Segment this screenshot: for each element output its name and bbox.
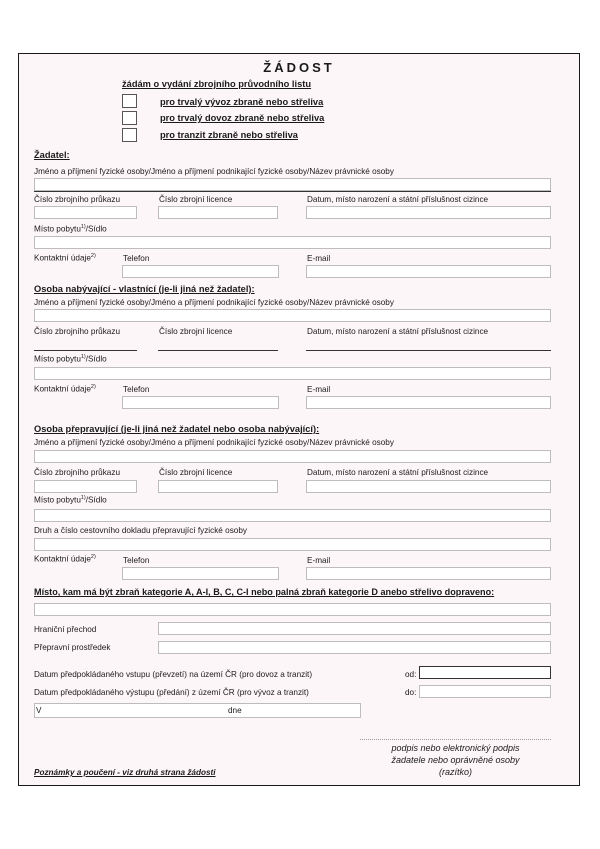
owner-phone-label: Telefon — [123, 385, 150, 394]
owner-gun-card-label: Číslo zbrojního průkazu — [34, 327, 121, 336]
applicant-gun-license-field[interactable] — [158, 206, 278, 219]
applicant-birth-label: Datum, místo narození a státní příslušnost cizince — [307, 195, 489, 204]
exit-date-field[interactable] — [419, 685, 551, 698]
import-option-label: pro trvalý dovoz zbraně nebo střeliva — [160, 113, 325, 123]
place-date-field[interactable] — [34, 703, 361, 718]
transit-option-label: pro tranzit zbraně nebo střeliva — [160, 130, 298, 140]
owner-name-label: Jméno a příjmení fyzické osoby/Jméno a příjmení podnikající fyzické osoby/Název právnické osoby — [34, 298, 394, 307]
carrier-gun-card-label: Číslo zbrojního průkazu — [34, 468, 121, 477]
owner-gun-license-label: Číslo zbrojní licence — [159, 327, 233, 336]
carrier-contact-label: Kontaktní údaje$^{2)}$ — [34, 554, 96, 564]
transit-checkbox[interactable] — [122, 128, 137, 142]
entry-from-label: od: — [405, 670, 417, 679]
applicant-phone-label: Telefon — [123, 254, 150, 263]
signature-line — [360, 739, 551, 740]
date-label: dne — [228, 706, 242, 715]
applicant-residence-label: Místo pobytu$^{1)}$/Sídlo — [34, 224, 107, 234]
carrier-phone-field[interactable] — [122, 567, 279, 580]
applicant-email-field[interactable] — [306, 265, 551, 278]
border-crossing-label: Hraniční přechod — [34, 625, 97, 634]
destination-heading: Místo, kam má být zbraň kategorie A, A-I, B, C, C-I nebo palná zbraň kategorie D anebo střelivo dopraveno: — [34, 587, 495, 597]
place-label: V — [36, 706, 42, 715]
signature-line-3: (razítko) — [438, 767, 472, 777]
owner-email-field[interactable] — [306, 396, 551, 409]
carrier-gun-license-label: Číslo zbrojní licence — [159, 468, 233, 477]
applicant-birth-field[interactable] — [306, 206, 551, 219]
owner-gun-card-field[interactable] — [34, 338, 137, 351]
owner-birth-label: Datum, místo narození a státní příslušnost cizince — [307, 327, 489, 336]
notes-link[interactable]: Poznámky a poučení - viz druhá strana žádosti — [34, 768, 216, 777]
carrier-phone-label: Telefon — [123, 556, 150, 565]
owner-residence-field[interactable] — [34, 367, 551, 380]
carrier-email-label: E-mail — [307, 556, 331, 565]
applicant-name-field[interactable] — [34, 178, 551, 191]
applicant-contact-label: Kontaktní údaje$^{2)}$ — [34, 253, 96, 263]
carrier-name-field[interactable] — [34, 450, 551, 463]
application-form — [18, 53, 580, 786]
vehicle-label: Přepravní prostředek — [34, 643, 111, 652]
carrier-travel-doc-label: Druh a číslo cestovního dokladu přepravující fyzické osoby — [34, 526, 247, 535]
owner-name-field[interactable] — [34, 309, 551, 322]
applicant-gun-license-label: Číslo zbrojní licence — [159, 195, 233, 204]
signature-line-2: žadatele nebo oprávněné osoby — [391, 755, 520, 765]
carrier-gun-card-field[interactable] — [34, 480, 137, 493]
carrier-residence-label: Místo pobytu$^{1)}$/Sídlo — [34, 495, 107, 505]
carrier-gun-license-field[interactable] — [158, 480, 278, 493]
owner-gun-license-field[interactable] — [158, 338, 278, 351]
exit-to-label: do: — [405, 688, 417, 697]
export-option-label: pro trvalý vývoz zbraně nebo střeliva — [160, 97, 324, 107]
carrier-email-field[interactable] — [306, 567, 551, 580]
entry-date-label: Datum předpokládaného vstupu (převzetí) na území ČR (pro dovoz a tranzit) — [34, 670, 313, 679]
applicant-name-label: Jméno a příjmení fyzické osoby/Jméno a příjmení podnikající fyzické osoby/Název právnické osoby — [34, 167, 394, 176]
carrier-birth-field[interactable] — [306, 480, 551, 493]
applicant-phone-field[interactable] — [122, 265, 279, 278]
owner-contact-label: Kontaktní údaje$^{2)}$ — [34, 384, 96, 394]
signature-line-1: podpis nebo elektronický podpis — [391, 743, 520, 753]
applicant-heading: Žadatel: — [34, 150, 70, 160]
carrier-travel-doc-field[interactable] — [34, 538, 551, 551]
entry-date-field[interactable] — [419, 666, 551, 679]
applicant-divider — [34, 191, 551, 192]
carrier-birth-label: Datum, místo narození a státní příslušnost cizince — [307, 468, 489, 477]
form-title: ŽÁDOST — [263, 60, 335, 75]
applicant-residence-field[interactable] — [34, 236, 551, 249]
owner-heading: Osoba nabývající - vlastnící (je-li jiná než žadatel): — [34, 284, 255, 294]
applicant-gun-card-field[interactable] — [34, 206, 137, 219]
owner-email-label: E-mail — [307, 385, 331, 394]
owner-birth-field[interactable] — [306, 338, 551, 351]
owner-phone-field[interactable] — [122, 396, 279, 409]
owner-residence-label: Místo pobytu$^{1)}$/Sídlo — [34, 354, 107, 364]
applicant-gun-card-label: Číslo zbrojního průkazu — [34, 195, 121, 204]
border-crossing-field[interactable] — [158, 622, 551, 635]
destination-field[interactable] — [34, 603, 551, 616]
carrier-residence-field[interactable] — [34, 509, 551, 522]
vehicle-field[interactable] — [158, 641, 551, 654]
applicant-email-label: E-mail — [307, 254, 331, 263]
carrier-heading: Osoba přepravující (je-li jiná než žadatel nebo osoba nabývající): — [34, 424, 320, 434]
carrier-name-label: Jméno a příjmení fyzické osoby/Jméno a příjmení podnikající fyzické osoby/Název právnické osoby — [34, 438, 394, 447]
import-checkbox[interactable] — [122, 111, 137, 125]
form-subtitle: žádám o vydání zbrojního průvodního listu — [122, 79, 312, 89]
export-checkbox[interactable] — [122, 94, 137, 108]
exit-date-label: Datum předpokládaného výstupu (předání) z území ČR (pro vývoz a tranzit) — [34, 688, 309, 697]
